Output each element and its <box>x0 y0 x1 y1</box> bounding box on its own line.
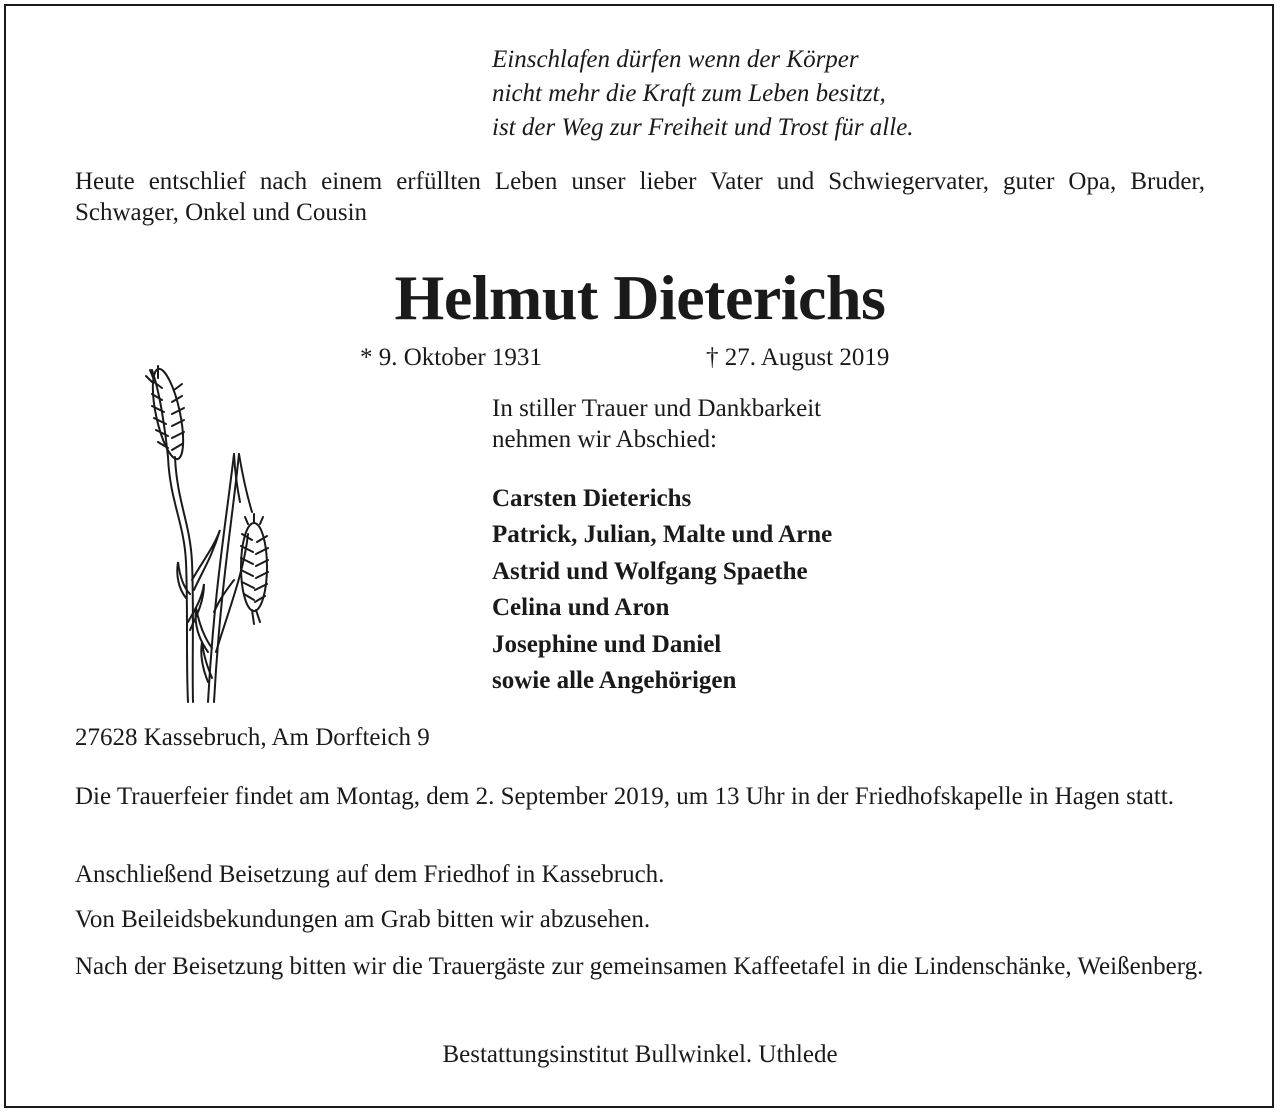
mourning-text <box>492 393 821 455</box>
intro-text: Heute entschlief nach einem erfüllten Leben unser lieber Vater und Schwiegervater, guter Opa, Bruder, Schwager, Onkel und Cousin <box>75 168 1205 226</box>
wheat-icon <box>138 362 280 704</box>
mourner-item: Josephine und Daniel <box>492 630 722 658</box>
deceased-name: Helmut Dieterichs <box>394 262 886 333</box>
death-date: † 27. August 2019 <box>706 344 890 371</box>
poem <box>492 43 914 145</box>
poem-line: Einschlafen dürfen wenn der Körper <box>492 46 859 73</box>
funeral-service-paragraph: Die Trauerfeier findet am Montag, dem 2. September 2019, um 13 Uhr in der Friedhofskapelle in Hagen statt. <box>75 783 1175 810</box>
family-address: 27628 Kassebruch, Am Dorfteich 9 <box>75 724 430 751</box>
birth-date: * 9. Oktober 1931 <box>360 344 542 371</box>
poem-line: ist der Weg zur Freiheit und Trost für alle. <box>492 114 914 141</box>
mourner-item: sowie alle Angehörigen <box>492 667 737 695</box>
mourner-item: Astrid und Wolfgang Spaethe <box>492 557 808 585</box>
burial-paragraph: Anschließend Beisetzung auf dem Friedhof in Kassebruch. <box>75 861 665 888</box>
mourner-item: Patrick, Julian, Malte und Arne <box>492 521 833 549</box>
reception-paragraph: Nach der Beisetzung bitten wir die Trauergäste zur gemeinsamen Kaffeetafel in die Lindenschänke, Weißenberg. <box>75 953 1204 980</box>
mourning-line: nehmen wir Abschied: <box>492 426 717 453</box>
mourner-item: Celina und Aron <box>492 594 670 622</box>
poem-line: nicht mehr die Kraft zum Leben besitzt, <box>492 80 886 107</box>
condolence-paragraph: Von Beileidsbekundungen am Grab bitten wir abzusehen. <box>75 906 651 933</box>
mourning-line: In stiller Trauer und Dankbarkeit <box>492 395 822 422</box>
funeral-home: Bestattungsinstitut Bullwinkel. Uthlede <box>442 1041 838 1068</box>
mourner-item: Carsten Dieterichs <box>492 485 692 512</box>
mourners-list <box>492 481 832 699</box>
